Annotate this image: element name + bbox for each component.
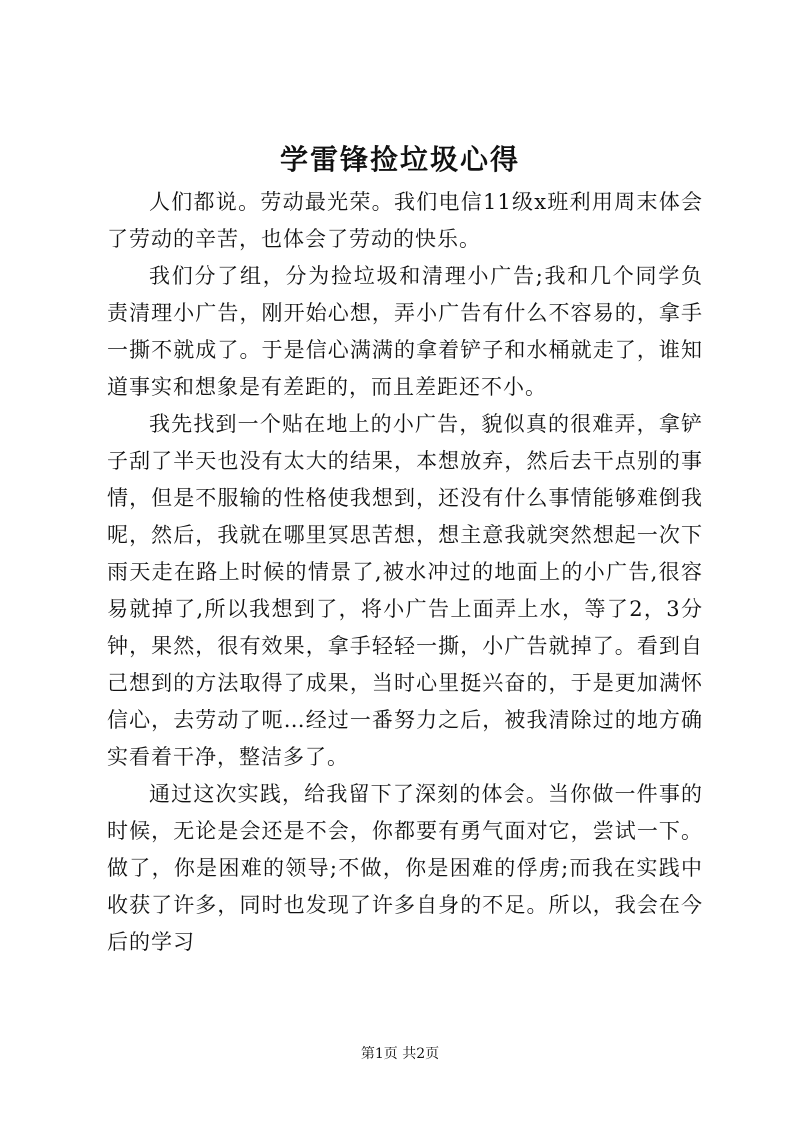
document-body <box>107 184 703 961</box>
document-title: 学雷锋捡垃圾心得 <box>279 143 520 176</box>
paragraph-1: 人们都说。劳动最光荣。我们电信11级x班利用周末体会了劳动的辛苦，也体会了劳动的快乐。 <box>107 190 703 251</box>
paragraph-4: 通过这次实践，给我留下了深刻的体会。当你做一件事的时候，无论是会还是不会，你都要有勇气面对它，尝试一下。做了，你是困难的领导;不做，你是困难的俘虏;而我在实践中收获了许多，同时也发现了许多自身的不足。所以，我会在今后的学习 <box>107 782 703 954</box>
paragraph-3: 我先找到一个贴在地上的小广告，貌似真的很难弄，拿铲子刮了半天也没有太大的结果，本想放弃，然后去干点别的事情，但是不服输的性格使我想到，还没有什么事情能够难倒我呢，然后，我就在哪里冥思苦想，想主意我就突然想起一次下雨天走在路上时候的情景了,被水冲过的地面上的小广告,很容易就掉了,所以我想到了，将小广告上面弄上水，等了2，3分钟，果然，很有效果，拿手轻轻一撕，小广告就掉了。看到自己想到的方法取得了成果，当时心里挺兴奋的，于是更加满怀信心，去劳动了呃…经过一番努力之后，被我清除过的地方确实看着干净，整洁多了。 <box>107 412 703 769</box>
paragraph-2: 我们分了组，分为捡垃圾和清理小广告;我和几个同学负责清理小广告，刚开始心想，弄小广告有什么不容易的，拿手一撕不就成了。于是信心满满的拿着铲子和水桶就走了，谁知道事实和想象是有差距的，而且差距还不小。 <box>107 264 703 399</box>
page-footer: 第1页 共2页 <box>360 1046 440 1062</box>
